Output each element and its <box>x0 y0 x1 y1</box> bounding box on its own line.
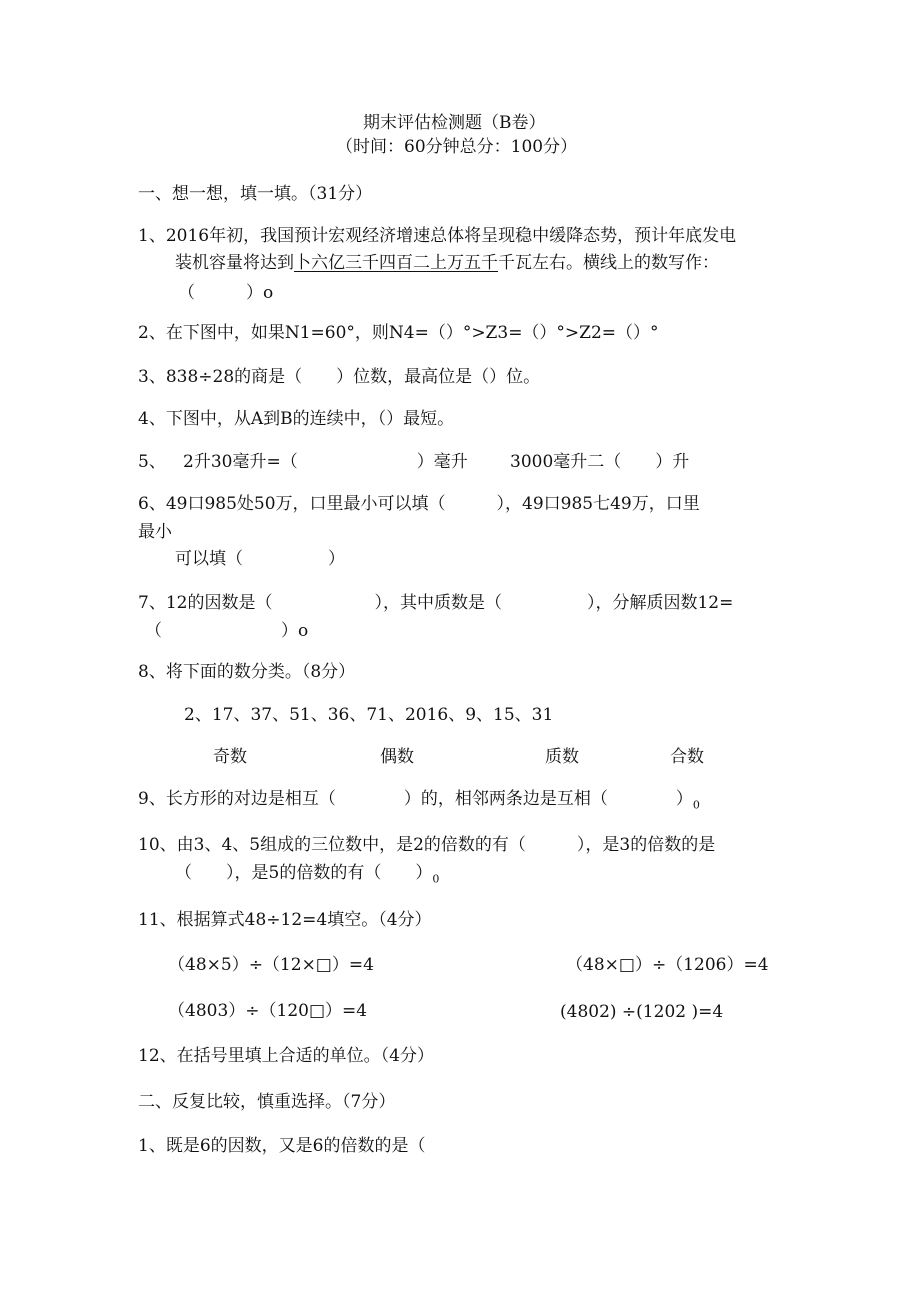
q11-equation-4: (4802) ÷(1202 )=4 <box>560 1002 724 1022</box>
section-2-heading: 二、反复比较，慎重选择。（7分） <box>138 1092 396 1112</box>
q5-number: 5、 <box>138 452 166 472</box>
question-4: 4、下图中，从A到B的连续中，（）最短。 <box>138 409 455 429</box>
q10-trailing-mark: 0 <box>432 872 440 886</box>
q10-line1: 10、由3、4、5组成的三位数中，是2的倍数的有（ ），是3的倍数的是 <box>138 835 716 855</box>
q9-trailing-mark: 0 <box>692 798 700 812</box>
question-2: 2、在下图中，如果N1=60°，则N4=（）°>Z3=（）°>Z2=（）° <box>138 323 659 343</box>
q1-line2 <box>175 252 719 274</box>
q11-equation-2: （48×□）÷（1206）=4 <box>566 955 769 975</box>
q6-line1: 6、49口985处50万，口里最小可以填（ ），49口985七49万，口里 <box>138 494 700 514</box>
q8-category-composite: 合数 <box>670 747 704 767</box>
section-2-question-1: 1、既是6的因数，又是6的倍数的是（ <box>138 1136 426 1156</box>
q10-line2-text: （ ），是5的倍数的有（ ） <box>175 863 433 883</box>
q8-category-even: 偶数 <box>380 747 414 767</box>
q8-category-prime: 质数 <box>545 747 579 767</box>
q10-line2 <box>175 862 439 890</box>
section-1-heading: 一、想一想，填一填。（31分） <box>138 184 373 204</box>
q8-text: 8、将下面的数分类。（8分） <box>138 662 356 682</box>
q1-line2-post: 千瓦左右。横线上的数写作： <box>498 253 719 273</box>
q1-line2-pre: 装机容量将达到 <box>175 253 294 273</box>
q11-equation-1: （48×5）÷（12×□）=4 <box>168 955 374 975</box>
question-3: 3、838÷28的商是（ ）位数，最高位是（）位。 <box>138 367 541 387</box>
q8-category-odd: 奇数 <box>213 747 247 767</box>
exam-title: 期末评估检测题（B卷） <box>363 113 546 133</box>
q5-part1: 2升30毫升=（ ）毫升 <box>183 452 468 472</box>
q1-answer-blank: （ ）o <box>178 283 274 303</box>
q7-line1: 7、12的因数是（ ），其中质数是（ ），分解质因数12= <box>138 593 734 613</box>
question-9 <box>138 788 700 816</box>
q6-line2: 最小 <box>138 522 172 542</box>
exam-subtitle: （时间：60分钟总分：100分） <box>336 137 578 157</box>
q6-line3: 可以填（ ） <box>175 549 345 569</box>
q8-number-list: 2、17、37、51、36、71、2016、9、15、31 <box>184 705 554 725</box>
q1-underlined-number: 卜六亿三千四百二上万五千 <box>294 253 498 273</box>
q7-line2: （ ）o <box>145 621 309 641</box>
q11-text: 11、根据算式48÷12=4填空。（4分） <box>138 910 432 930</box>
q5-part2: 3000毫升二（ ）升 <box>510 452 690 472</box>
question-12: 12、在括号里填上合适的单位。（4分） <box>138 1046 434 1066</box>
q1-line1: 1、2016年初，我国预计宏观经济增速总体将呈现稳中缓降态势，预计年底发电 <box>138 226 737 246</box>
q11-equation-3: （4803）÷（120□）=4 <box>168 1001 368 1021</box>
q9-text: 9、长方形的对边是相互（ ）的，相邻两条边是互相（ ） <box>138 789 693 809</box>
